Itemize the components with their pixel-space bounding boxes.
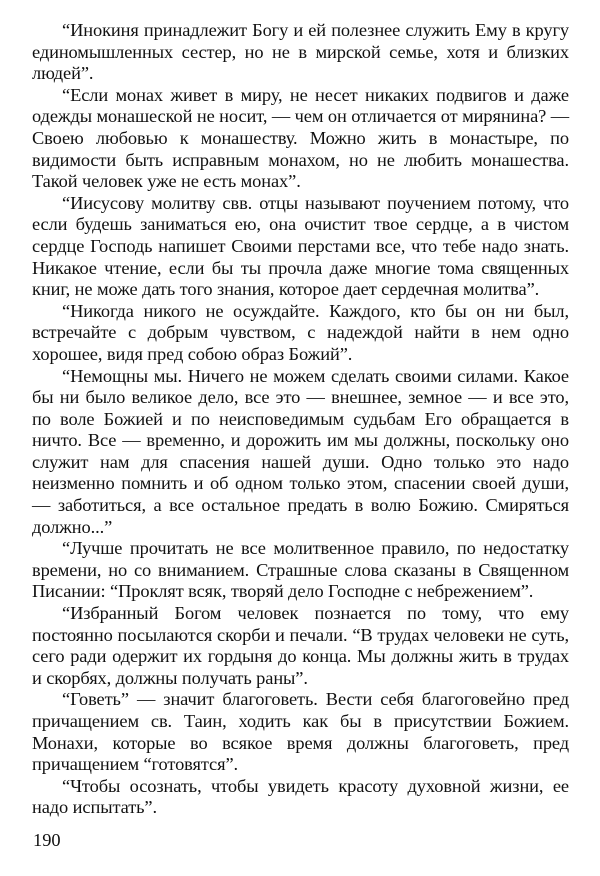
paragraph: “Лучше прочитать не все молитвенное правило, по недостатку времени, но со вниманием. Страшные слова сказаны в Священном Писании: “Проклят всяк, творяй дело Господне с небрежением”. [32, 538, 569, 602]
page-body [32, 20, 569, 819]
paragraph: “Инокиня принадлежит Богу и ей полезнее служить Ему в кругу единомышленных сестер, но не в мирской семье, хотя и близких людей”. [32, 20, 569, 84]
paragraph: “Если монах живет в миру, не несет никаких подвигов и даже одежды монашеской не носит, — чем он отличается от мирянина? — Своею любовью к монашеству. Можно жить в монастыре, по видимости быть исправным монахом, но не любить монашества. Такой человек уже не есть монах”. [32, 84, 569, 192]
page-number: 190 [33, 830, 61, 850]
paragraph: “Чтобы осознать, чтобы увидеть красоту духовной жизни, ее надо испытать”. [32, 775, 569, 818]
paragraph: “Иисусову молитву свв. отцы называют поучением потому, что если будешь заниматься ею, она очистит твое сердце, а в чистом сердце Господь напишет Своими перстами все, что тебе надо знать. Никакое чтение, если бы ты прочла даже многие тома священных книг, не може дать того знания, которое дает сердечная молитва”. [32, 192, 569, 300]
paragraph: “Говеть” — значит благоговеть. Вести себя благоговейно пред причащением св. Таин, ходить как бы в присутствии Божием. Монахи, которые во всякое время должны благоговеть, пред причащением “готовятся”. [32, 689, 569, 775]
paragraph: “Избранный Богом человек познается по тому, что ему постоянно посылаются скорби и печали. “В трудах человеки не суть, сего ради одержит их гордыня до конца. Мы должны жить в трудах и скорбях, должны получать раны”. [32, 603, 569, 688]
paragraph: “Никогда никого не осуждайте. Каждого, кто бы он ни был, встречайте с добрым чувством, с надеждой найти в нем одно хорошее, видя пред собою образ Божий”. [32, 300, 569, 364]
paragraph: “Немощны мы. Ничего не можем сделать своими силами. Какое бы ни было великое дело, все это — внешнее, земное — и все это, по воле Божией и по неисповедимым судьбам Его обращается в ничто. Все — временно, и дорожить им мы должны, поскольку оно служит нам для спасения нашей души. Одно только это надо неизменно помнить и об одном только этом, спасении своей души, — заботиться, а все остальное предать в волю Божию. Смиряться должно...” [32, 365, 569, 537]
